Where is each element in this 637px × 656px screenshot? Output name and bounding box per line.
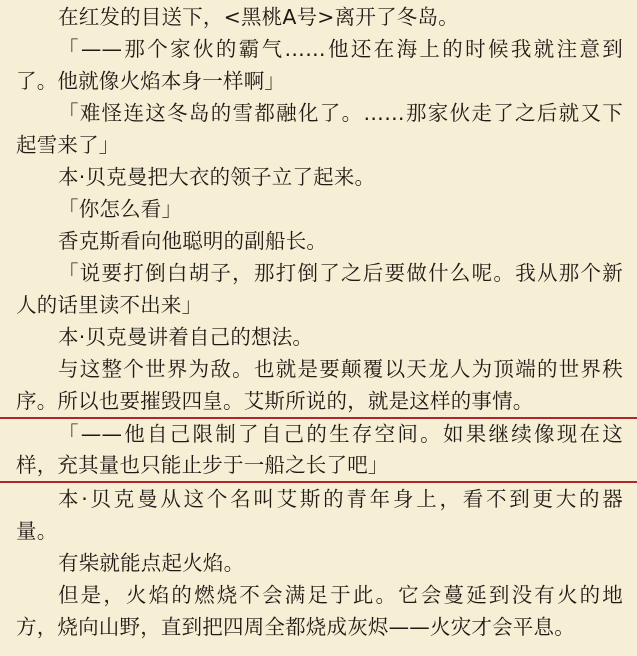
text-line: 有柴就能点起火焰。 [58, 551, 245, 575]
highlighted-passage [0, 419, 637, 481]
text-line: 方，烧向山野，直到把四周全都烧成灰烬——火灾才会平息。 [16, 615, 575, 639]
paragraph-1 [0, 1, 637, 33]
text-line: 了。他就像火焰本身一样啊」 [16, 69, 286, 93]
text-line: 在红发的目送下，<黑桃A号>离开了冬岛。 [58, 5, 459, 29]
text-line: 起雪来了」 [16, 133, 120, 157]
text-line: 序。所以也要摧毁四皇。艾斯所说的，就是这样的事情。 [16, 389, 534, 413]
paragraph-12 [0, 547, 637, 579]
text-line: 但是，火焰的燃烧不会满足于此。它会蔓延到没有火的地 [58, 583, 623, 607]
text-line: 香克斯看向他聪明的副船长。 [58, 229, 328, 253]
text-line: 量。 [16, 519, 58, 543]
paragraph-9 [0, 353, 637, 417]
paragraph-8 [0, 321, 637, 353]
paragraph-11 [0, 483, 637, 547]
text-line: 「你怎么看」 [58, 197, 183, 221]
paragraph-5 [0, 193, 637, 225]
text-line: 样，充其量也只能止步于一船之长了吧」 [16, 453, 389, 477]
text-line: 本·贝克曼从这个名叫艾斯的青年身上，看不到更大的器 [58, 487, 623, 511]
text-line: 「说要打倒白胡子，那打倒了之后要做什么呢。我从那个新 [58, 261, 623, 285]
text-line: 「——那个家伙的霸气……他还在海上的时候我就注意到 [58, 37, 623, 61]
text-line: 「难怪连这冬岛的雪都融化了。……那家伙走了之后就又下 [58, 101, 623, 125]
paragraph-2 [0, 33, 637, 97]
text-line: 本·贝克曼把大衣的领子立了起来。 [58, 165, 376, 189]
text-line: 人的话里读不出来」 [16, 293, 203, 317]
paragraph-7 [0, 257, 637, 321]
text-line: 本·贝克曼讲着自己的想法。 [58, 325, 314, 349]
text-line: 「——他自己限制了自己的生存空间。如果继续像现在这 [58, 422, 623, 446]
paragraph-6 [0, 225, 637, 257]
paragraph-4 [0, 161, 637, 193]
text-line: 与这整个世界为敌。也就是要颠覆以天龙人为顶端的世界秩 [58, 357, 623, 381]
paragraph-13 [0, 579, 637, 643]
paragraph-3 [0, 97, 637, 161]
